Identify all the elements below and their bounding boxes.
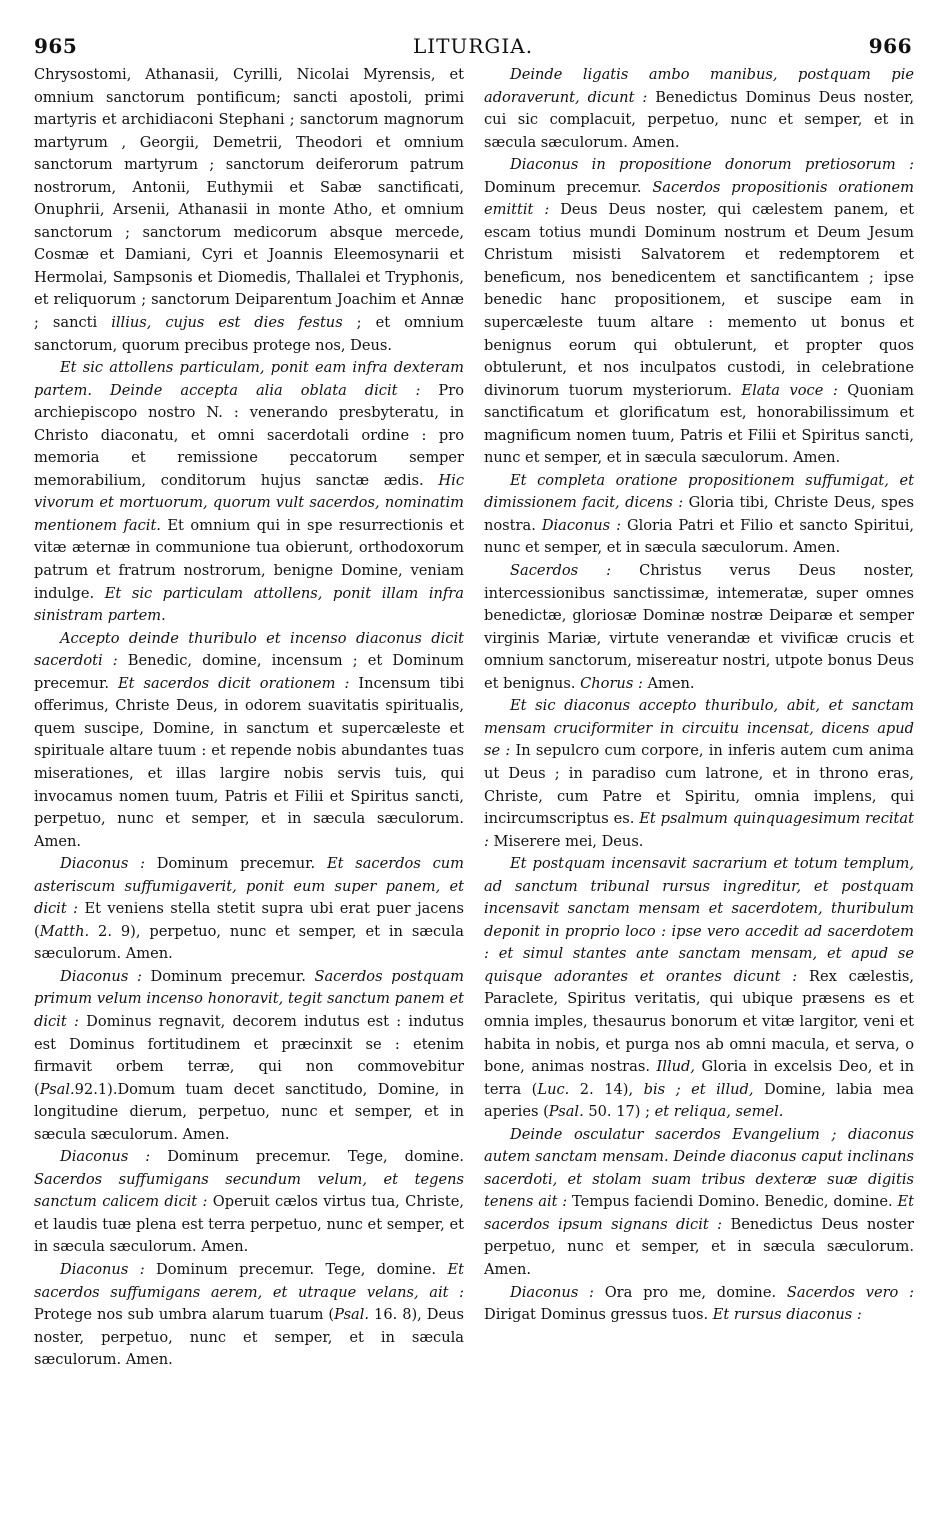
- rubric-text: Diaconus :: [510, 1283, 594, 1301]
- body-text: Benedictus Dominus Deus noster, cui sic complacuit, perpetuo, nunc et semper, et in sæcula sæculorum. Amen.: [484, 88, 914, 151]
- body-text: Christus verus Deus noster, intercessionibus sanctissimæ, intemeratæ, super omnes benedictæ, gloriosæ Dominæ nostræ Deiparæ et semper virginis Mariæ, virtute venerandæ et vivificæ crucis et omnium sanctorum, misereatur nostri, utpote bonus Deus et benignus.: [484, 562, 914, 692]
- body-text: In sepulcro cum corpore, in inferis autem cum anima ut Deus ; in paradiso cum latrone, et in throno eras, Christe, cum Patre et Spiritu, omnia implens, qui incircumscriptus es.: [484, 742, 914, 828]
- rubric-text: Psal.: [39, 1080, 75, 1098]
- rubric-text: Et postquam incensavit sacrarium et totum templum, ad sanctum tribunal rursus ingreditur, et postquam incensavit sanctam mensam et sacerdotem, thuribulum deponit in proprio loco : ipse vero accedit ad sacerdotem : et simul stantes ante sanctam mensam, et apud se quisque adorantes et orantes dicunt :: [484, 855, 914, 985]
- rubric-text: Accepto deinde thuribulo et incenso diaconus dicit sacerdoti :: [34, 629, 464, 670]
- left-column: [34, 64, 464, 1534]
- rubric-text: Et completa oratione propositionem suffumigat, et dimissionem facit, dicens :: [484, 471, 914, 512]
- rubric-text: Diaconus :: [60, 967, 142, 985]
- paragraph: [484, 1282, 914, 1327]
- body-text: 2. 9), perpetuo, nunc et semper, et in sæcula sæculorum. Amen.: [34, 922, 464, 963]
- rubric-text: bis ; et illud,: [643, 1080, 754, 1098]
- body-text: Protege nos sub umbra alarum tuarum (: [34, 1306, 335, 1324]
- body-text: ; et omnium sanctorum, quorum precibus protege nos, Deus.: [34, 314, 464, 354]
- paragraph: [484, 1124, 914, 1282]
- body-text: Operuit cælos virtus tua, Christe, et laudis tuæ plena est terra perpetuo, nunc et semper, et in sæcula sæculorum. Amen.: [34, 1193, 464, 1256]
- body-text: Et veniens stella stetit supra ubi erat puer jacens (: [34, 900, 464, 940]
- rubric-text: Et sic diaconus accepto thuribulo, abit, et sanctam mensam cruciformiter in circuitu incensat, dicens apud se :: [484, 697, 914, 760]
- body-text: Chrysostomi, Athanasii, Cyrilli, Nicolai Myrensis, et omnium sanctorum pontificum; sancti apostoli, primi martyris et archidiaconi Stephani ; sanctorum magnorum martyrum , Georgii, Demetrii, Theodori et omnium sanctorum martyrum ; sanctorum deiferorum patrum nostrorum, Antonii, Euthymii et Sabæ sanctificati, Onuphrii, Arsenii, Athanasii in monte Atho, et omnium sanctorum ; sanctorum medicorum absque mercede, Cosmæ et Damiani, Cyri et Joannis Eleemosynarii et Hermolai, Sampsonis et Diomedis, Thallalei et Tryphonis, et reliquorum ; sanctorum Deiparentum Joachim et Annæ ; sancti: [34, 66, 464, 332]
- rubric-text: Psal.: [548, 1103, 584, 1121]
- rubric-text: Elata voce :: [741, 381, 838, 399]
- rubric-text: Et psalmum quinquagesimum recitat :: [484, 810, 914, 850]
- rubric-text: Diaconus in propositione donorum pretiosorum :: [510, 156, 914, 174]
- rubric-text: Psal.: [334, 1306, 370, 1324]
- paragraph: [484, 560, 914, 695]
- paragraph: [484, 470, 914, 560]
- body-text: Quoniam sanctificatum et glorificatum est, honorabilissimum et magnificum nomen tuum, Patris et Filii et Spiritus sancti, nunc et semper, et in sæcula sæculorum. Amen.: [484, 381, 914, 467]
- paragraph: [484, 64, 914, 154]
- body-text: Tempus faciendi Domino. Benedic, domine.: [567, 1193, 898, 1211]
- body-text: 2. 14),: [569, 1080, 644, 1098]
- rubric-text: Diaconus :: [60, 1148, 151, 1166]
- body-text: Dominum precemur.: [145, 855, 327, 873]
- paragraph: [34, 966, 464, 1146]
- page-number-right: 966: [868, 34, 912, 58]
- body-text: Gloria Patri et Filio et sancto Spiritui, nunc et semper, et in sæcula sæculorum. Amen.: [484, 516, 914, 557]
- body-text: Benedictus Deus noster perpetuo, nunc et semper, et in sæcula sæculorum. Amen.: [484, 1215, 914, 1278]
- running-head: LITURGIA.: [412, 34, 534, 58]
- body-text: Pro archiepiscopo nostro N. : venerando presbyteratu, in Christo diaconatu, et omni sacerdotali ordine : pro memoria et remissione peccatorum semper memorabilium, conditorum hujus sanctæ ædis.: [34, 381, 464, 489]
- paragraph: [34, 853, 464, 966]
- rubric-text: Et sacerdos cum asteriscum suffumigaverit, ponit eum super panem, et dicit :: [34, 855, 464, 918]
- body-text: Deus Deus noster, qui cælestem panem, et escam totius mundi Dominum nostrum et Deum Jesum Christum misisti Salvatorem et redemptorem et beneficum, nos benedicentem et sanctificantem ; ipse benedic hanc propositionem, et suscipe eam in supercæleste tuum altare : memento ut bonus et benignus eorum qui obtulerunt, et propter quos obtulerunt, et nos inculpatos custodi, in celebratione divinorum tuorum mysteriorum.: [484, 201, 914, 399]
- body-text: Dominum precemur.: [141, 967, 315, 985]
- rubric-text: Et sic attollens particulam, ponit eam infra dexteram partem. Deinde accepta alia oblata dicit :: [34, 359, 464, 399]
- rubric-text: Sacerdos postquam primum velum incenso honoravit, tegit sanctum panem et dicit :: [34, 967, 464, 1030]
- page-number-left: 965: [34, 34, 78, 58]
- body-text: Ora pro me, domine.: [593, 1283, 787, 1301]
- rubric-text: Sacerdos vero :: [786, 1283, 914, 1301]
- rubric-text: Et rursus diaconus :: [712, 1306, 862, 1324]
- body-text: Et omnium qui in spe resurrectionis et vitæ æternæ in communione tua obierunt, orthodoxorum patrum et fratrum nostrorum, benigne Domine, veniam indulge.: [34, 516, 464, 602]
- body-text: Rex cælestis, Paraclete, Spiritus veritatis, qui ubique præsens es et omnia imples, thesaurus bonorum et vitæ largitor, veni et habita in nobis, et purga nos ab omni macula, et serva, o bone, animas nostras.: [484, 967, 914, 1076]
- rubric-text: Et sacerdos suffumigans aerem, et utraque velans, ait :: [34, 1260, 464, 1301]
- body-text: Dominum precemur. Tege, domine.: [150, 1148, 464, 1166]
- body-text: Miserere mei, Deus.: [488, 832, 644, 850]
- body-text: Dirigat Dominus gressus tuos.: [484, 1306, 713, 1324]
- rubric-text: Et sacerdos ipsum signans dicit :: [484, 1193, 914, 1233]
- body-text: Dominus regnavit, decorem indutus est : indutus est Dominus fortitudinem et præcinxit se : etenim firmavit orbem terræ, qui non commovebitur (: [34, 1012, 464, 1098]
- paragraph: [34, 357, 464, 628]
- body-text: Domine, labia mea aperies (: [484, 1080, 914, 1121]
- body-text: 50. 17) ;: [583, 1103, 655, 1121]
- body-text: Dominum precemur.: [484, 178, 653, 196]
- paragraph: [484, 695, 914, 853]
- body-text: Dominum precemur. Tege, domine.: [144, 1260, 448, 1278]
- right-column: [484, 64, 914, 1534]
- rubric-text: Diaconus :: [60, 855, 145, 873]
- rubric-text: Hic vivorum et mortuorum, quorum vult sacerdos, nominatim mentionem facit.: [34, 471, 464, 534]
- rubric-text: Sacerdos propositionis orationem emittit :: [484, 178, 914, 219]
- paragraph: [484, 154, 914, 470]
- rubric-text: Diaconus :: [541, 516, 621, 534]
- body-text: Gloria tibi, Christe Deus, spes nostra.: [484, 494, 914, 534]
- body-text: 92.1).Domum tuam decet sanctitudo, Domine, in longitudine dierum, perpetuo, nunc et semper, et in sæcula sæculorum. Amen.: [34, 1080, 464, 1143]
- rubric-text: Sacerdos suffumigans secundum velum, et tegens sanctum calicem dicit :: [34, 1170, 464, 1211]
- paragraph: [484, 853, 914, 1124]
- rubric-text: Deinde ligatis ambo manibus, postquam pie adoraverunt, dicunt :: [484, 66, 914, 106]
- paragraph: [34, 628, 464, 853]
- rubric-text: Chorus :: [580, 674, 643, 692]
- paragraph: [34, 1146, 464, 1259]
- body-text: Gloria in excelsis Deo, et in terra (: [484, 1058, 914, 1098]
- rubric-text: Deinde osculatur sacerdos Evangelium ; diaconus autem sanctam mensam. Deinde diaconus caput inclinans sacerdoti, et stolam suam tribus dexteræ suæ digitis tenens ait :: [484, 1125, 914, 1211]
- page-header: [34, 34, 912, 62]
- rubric-text: Et sic particulam attollens, ponit illam infra sinistram partem.: [34, 584, 464, 625]
- body-text: Benedic, domine, incensum ; et Dominum precemur.: [34, 652, 464, 692]
- body-text: 16. 8), Deus noster, perpetuo, nunc et semper, et in sæcula sæculorum. Amen.: [34, 1306, 464, 1369]
- rubric-text: Et sacerdos dicit orationem :: [118, 674, 350, 692]
- paragraph: [34, 64, 464, 357]
- rubric-text: Sacerdos :: [510, 562, 612, 580]
- body-text: Incensum tibi offerimus, Christe Deus, in odorem suavitatis spiritualis, quem suscipe, Domine, in sanctum et supercæleste et spirituale altare tuum : et repende nobis abundantes tuas miserationes, et illas largire nobis servis tuis, qui invocamus nomen tuum, Patris et Filii et Spiritus sancti, perpetuo, nunc et semper, et in sæcula sæculorum. Amen.: [34, 674, 464, 850]
- rubric-text: Diaconus :: [60, 1260, 145, 1278]
- rubric-text: Illud,: [656, 1058, 695, 1076]
- rubric-text: illius, cujus est dies festus: [111, 314, 343, 332]
- rubric-text: et reliqua, semel.: [654, 1103, 784, 1121]
- paragraph: [34, 1259, 464, 1372]
- body-text: Amen.: [642, 674, 695, 692]
- rubric-text: Matth.: [39, 922, 90, 940]
- rubric-text: Luc.: [537, 1080, 570, 1098]
